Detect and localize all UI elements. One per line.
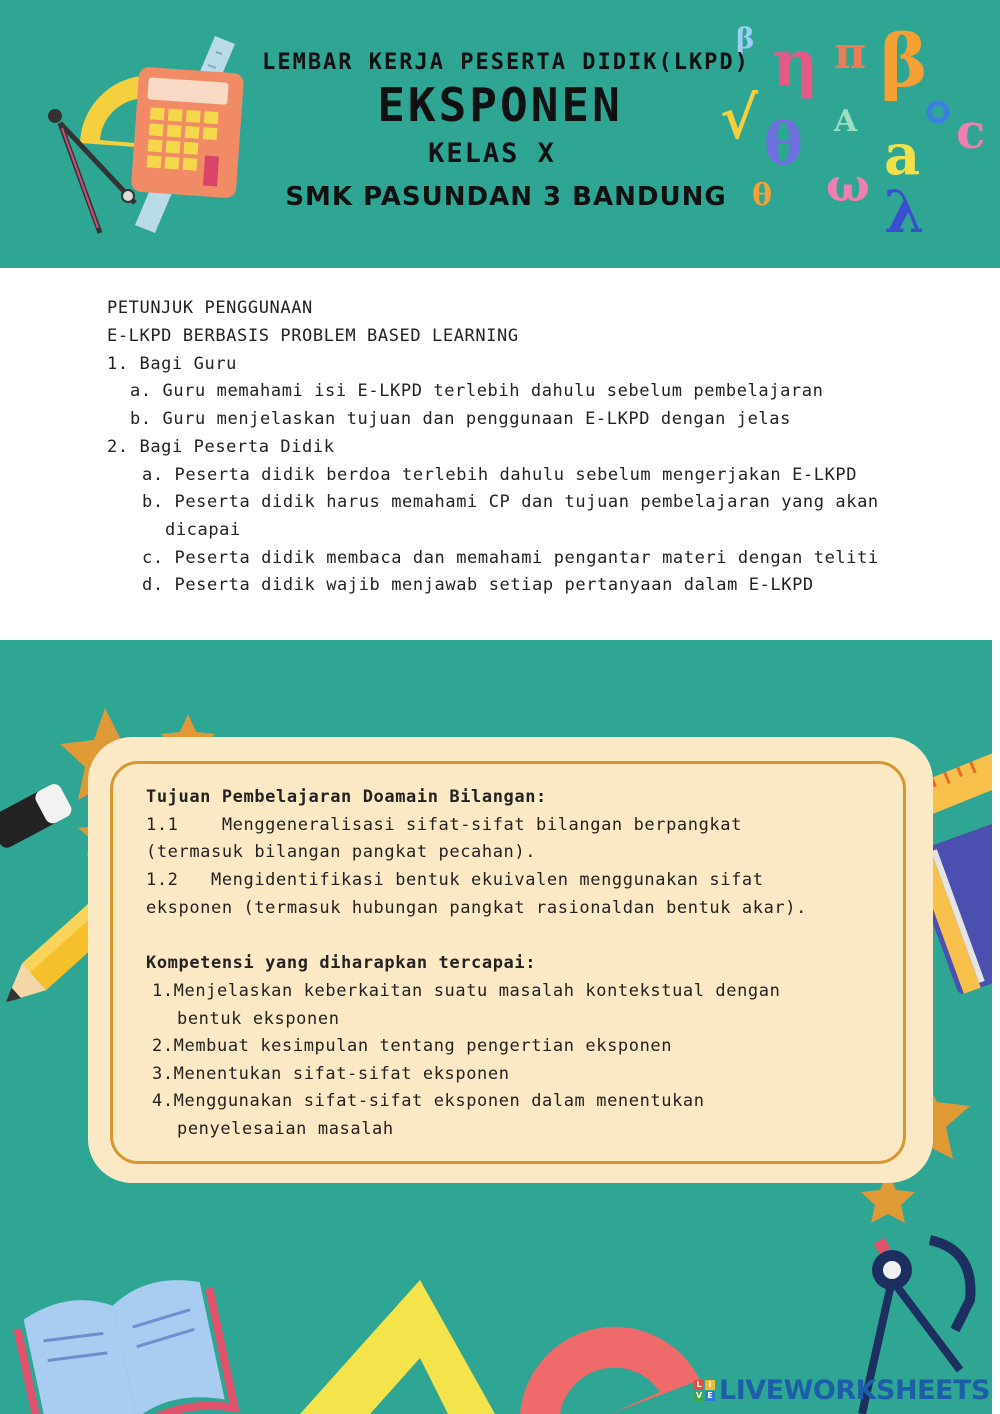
competency-line-continuation: penyelesaian masalah: [177, 1119, 394, 1139]
greek-letter-pi: π: [834, 28, 867, 79]
guru-item: a. Guru memahami isi E-LKPD terlebih dahulu sebelum pembelajaran: [130, 381, 824, 401]
greek-letter-theta: θ: [764, 110, 803, 178]
liveworksheets-logo-text: LIVEWORKSHEETS: [719, 1374, 990, 1406]
header-banner: [0, 0, 1000, 268]
greek-letter-beta-small: β: [736, 22, 755, 55]
objective-line: eksponen (termasuk hubungan pangkat rasionaldan bentuk akar).: [146, 898, 807, 918]
letter-a: a: [884, 122, 921, 188]
siswa-item: d. Peserta didik wajib menjawab setiap pertanyaan dalam E-LKPD: [142, 575, 814, 595]
liveworksheets-logo[interactable]: [694, 1373, 990, 1407]
competency-line: 1.Menjelaskan keberkaitan suatu masalah kontekstual dengan: [152, 981, 781, 1001]
guru-item: b. Guru menjelaskan tujuan dan penggunaan E-LKPD dengan jelas: [130, 409, 791, 429]
competency-line: 3.Menentukan sifat-sifat eksponen: [152, 1064, 510, 1084]
letter-a-capital: A: [834, 104, 858, 139]
objective-line: 1.2 Mengidentifikasi bentuk ekuivalen menggunakan sifat: [146, 870, 764, 890]
protractor-icon: [520, 1327, 700, 1414]
competency-line: 4.Menggunakan sifat-sifat eksponen dalam menentukan: [152, 1091, 705, 1111]
eraser-icon: [0, 781, 74, 850]
competency-line-continuation: bentuk eksponen: [177, 1009, 340, 1029]
instructions-subheading: E-LKPD BERBASIS PROBLEM BASED LEARNING: [107, 326, 519, 346]
siswa-item: b. Peserta didik harus memahami CP dan tujuan pembelajaran yang akan: [142, 492, 879, 512]
greek-letter-beta: β: [880, 18, 928, 103]
siswa-item-continuation: dicapai: [165, 520, 241, 540]
letter-c: c: [956, 104, 986, 160]
instructions-section: [0, 268, 1000, 640]
instructions-heading: PETUNJUK PENGGUNAAN: [107, 298, 313, 318]
objective-line: (termasuk bilangan pangkat pecahan).: [146, 842, 537, 862]
competencies-heading: Kompetensi yang diharapkan tercapai:: [146, 953, 537, 973]
greek-letter-omega: ω: [826, 158, 870, 212]
liveworksheets-logo-icon: L I V E: [694, 1380, 715, 1401]
objectives-heading: Tujuan Pembelajaran Doamain Bilangan:: [146, 787, 547, 807]
siswa-item: c. Peserta didik membaca dan memahami pengantar materi dengan teliti: [142, 548, 879, 568]
page-title: EKSPONEN: [377, 78, 623, 132]
siswa-item: a. Peserta didik berdoa terlebih dahulu sebelum mengerjakan E-LKPD: [142, 465, 858, 485]
greek-letter-theta-small: θ: [752, 178, 773, 213]
school-name: SMK PASUNDAN 3 BANDUNG: [285, 182, 727, 212]
header-subtitle: LEMBAR KERJA PESERTA DIDIK(LKPD): [262, 50, 750, 75]
sqrt-symbol: √: [720, 84, 759, 152]
competency-line: 2.Membuat kesimpulan tentang pengertian eksponen: [152, 1036, 673, 1056]
siswa-label: 2. Bagi Peserta Didik: [107, 437, 335, 457]
open-book-icon: [14, 1272, 235, 1414]
objective-line: 1.1 Menggeneralisasi sifat-sifat bilangan berpangkat: [146, 815, 742, 835]
greek-letter-eta: η: [772, 26, 819, 101]
class-label: KELAS X: [428, 138, 556, 169]
set-square-icon: [300, 1280, 495, 1414]
greek-letter-lambda: λ: [884, 178, 925, 246]
guru-label: 1. Bagi Guru: [107, 354, 238, 374]
objectives-section: [0, 640, 992, 1414]
